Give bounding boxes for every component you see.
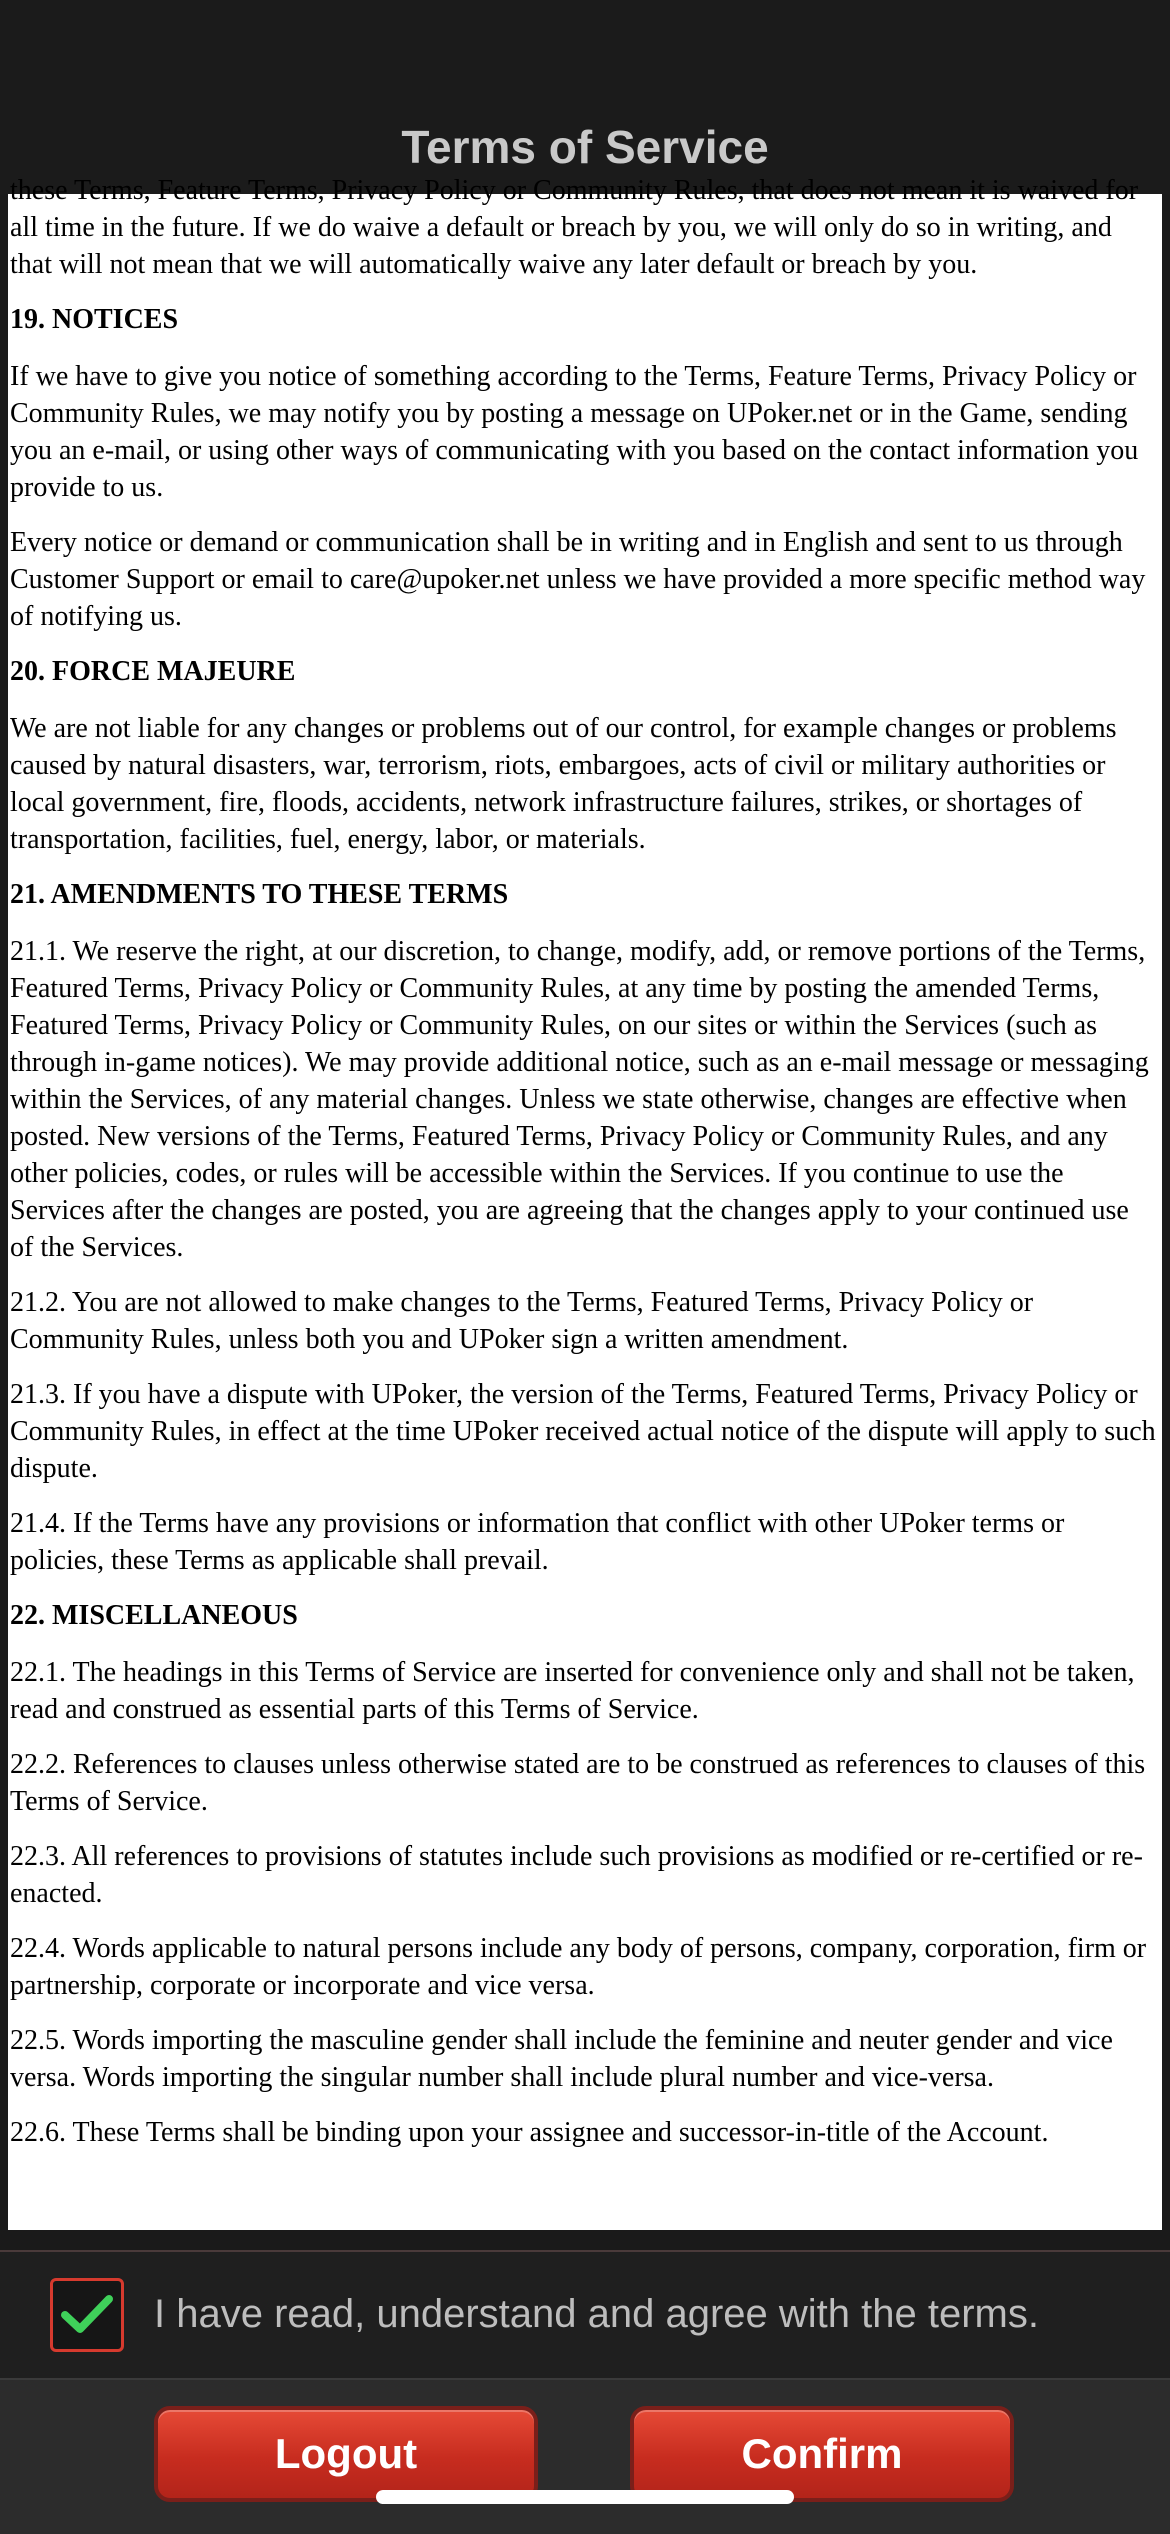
terms-paragraph: these Terms, Feature Terms, Privacy Policy or Community Rules, that does not mean it is waived for all time in the future. If we do waive a default or breach by you, we will only do so in writing, and that will not mean that we will automatically waive any later default or breach by you. [10, 175, 1139, 280]
confirm-button[interactable]: Confirm [630, 2406, 1014, 2502]
terms-paragraph: Every notice or demand or communication shall be in writing and in English and sent to us through Customer Support or email to care@upoker.net unless we have provided a more specific method way of notifying us. [10, 527, 1146, 632]
header-bar [0, 0, 1170, 194]
terms-scroll-area[interactable] [8, 175, 1162, 2230]
home-indicator[interactable] [376, 2490, 794, 2504]
section-heading: 19. NOTICES [10, 304, 179, 335]
check-icon [61, 2291, 113, 2339]
section-heading: 20. FORCE MAJEURE [10, 656, 296, 687]
terms-content [8, 172, 1162, 2169]
terms-paragraph: We are not liable for any changes or problems out of our control, for example changes or problems caused by natural disasters, war, terrorism, riots, embargoes, acts of civil or military authorities or local government, fire, floods, accidents, network infrastructure failures, strikes, or shortages of transportation, facilities, fuel, energy, labor, or materials. [10, 713, 1117, 855]
terms-paragraph: 22.3. All references to provisions of statutes include such provisions as modified or re-certified or re-enacted. [10, 1841, 1143, 1909]
terms-paragraph: 22.2. References to clauses unless otherwise stated are to be construed as references to clauses of this Terms of Service. [10, 1749, 1146, 1817]
terms-paragraph: 21.4. If the Terms have any provisions or information that conflict with other UPoker terms or policies, these Terms as applicable shall prevail. [10, 1508, 1065, 1576]
terms-paragraph: 22.4. Words applicable to natural persons include any body of persons, company, corporation, firm or partnership, corporate or incorporate and vice versa. [10, 1933, 1147, 2001]
terms-paragraph: 22.1. The headings in this Terms of Service are inserted for convenience only and shall not be taken, read and construed as essential parts of this Terms of Service. [10, 1657, 1135, 1725]
footer-bar [0, 2378, 1170, 2534]
agree-label[interactable]: I have read, understand and agree with the terms. [154, 2292, 1039, 2336]
section-heading: 22. MISCELLANEOUS [10, 1600, 298, 1631]
terms-paragraph: 21.1. We reserve the right, at our discretion, to change, modify, add, or remove portions of the Terms, Featured Terms, Privacy Policy or Community Rules, at any time by posting the amended Terms, Featured Terms, Privacy Policy or Community Rules, on our sites or within the Services (such as through in-game notices). We may provide additional notice, such as an e-mail message or messaging within the Services, of any material changes. Unless we state otherwise, changes are effective when posted. New versions of the Terms, Featured Terms, Privacy Policy or Community Rules, and any other policies, codes, or rules will be accessible within the Services. If you continue to use the Services after the changes are posted, you are agreeing that the changes apply to your continued use of the Services. [10, 936, 1149, 1263]
logout-button[interactable]: Logout [154, 2406, 538, 2502]
terms-paragraph: 21.2. You are not allowed to make changes to the Terms, Featured Terms, Privacy Policy or Community Rules, unless both you and UPoker sign a written amendment. [10, 1287, 1034, 1355]
agreement-bar [0, 2252, 1170, 2378]
agree-checkbox[interactable] [50, 2278, 124, 2352]
terms-paragraph: 22.5. Words importing the masculine gender shall include the feminine and neuter gender and vice versa. Words importing the singular number shall include plural number and vice-versa. [10, 2025, 1113, 2093]
terms-paragraph: 21.3. If you have a dispute with UPoker, the version of the Terms, Featured Terms, Privacy Policy or Community Rules, in effect at the time UPoker received actual notice of the dispute will apply to such dispute. [10, 1379, 1156, 1484]
terms-paragraph: 22.6. These Terms shall be binding upon your assignee and successor-in-title of the Account. [10, 2117, 1049, 2148]
section-heading: 21. AMENDMENTS TO THESE TERMS [10, 879, 509, 910]
terms-paragraph: If we have to give you notice of something according to the Terms, Feature Terms, Privacy Policy or Community Rules, we may notify you by posting a message on UPoker.net or in the Game, sending you an e-mail, or using other ways of communicating with you based on the contact information you provide to us. [10, 361, 1139, 503]
page-title: Terms of Service [401, 121, 769, 173]
